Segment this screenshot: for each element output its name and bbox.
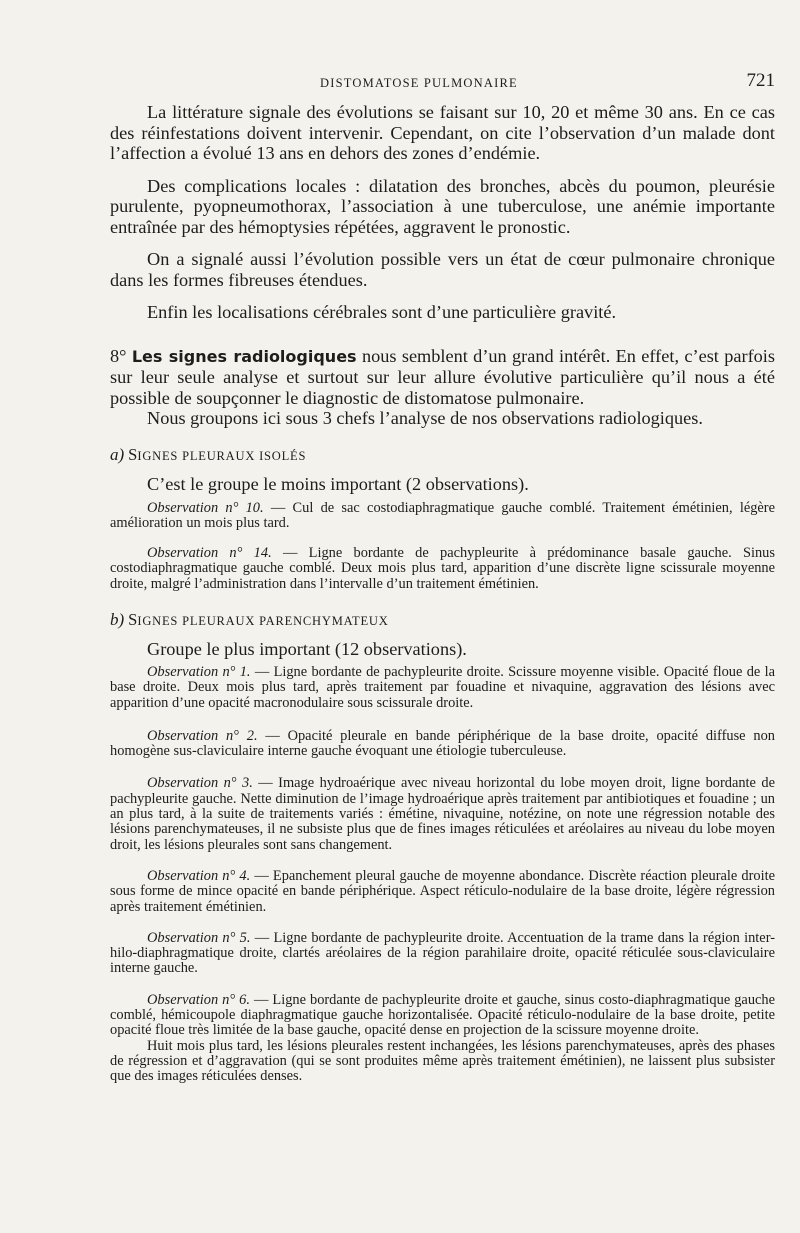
observation: Observation n° 14. — Ligne bordante de pachypleurite à prédominance basale gauche. Sinus costodiaphragmatique gauche comblé. Deux mois plus tard, apparition d’une discrète ligne scissurale moyenne droite, malgré l’administration dans l’intervalle d’un traitement émétinien. — [110, 545, 775, 592]
paragraph: Nous groupons ici sous 3 chefs l’analyse de nos observations radiologiques. — [147, 408, 703, 428]
section-b-title: b) SIGNES PLEURAUX PARENCHYMATEUX — [110, 609, 389, 629]
section-a-title: a) SIGNES PLEURAUX ISOLÉS — [110, 444, 307, 464]
paragraph: La littérature signale des évolutions se faisant sur 10, 20 et même 30 ans. En ce cas des réinfestations doivent intervenir. Cependant, on cite l’observation d’un malade dont l’affection a évolué 13 ans en dehors des zones d’endémie. — [110, 102, 775, 163]
paragraph: Enfin les localisations cérébrales sont d’une particulière gravité. — [147, 302, 617, 322]
section-number: 8° — [110, 345, 127, 366]
observation: Observation n° 4. — Epanchement pleural gauche de moyenne abondance. Discrète réaction pleurale droite sous forme de mince opacité en bande périphérique. Aspect réticulo-nodulaire de la base droite, légère régression après traitement émétinien. — [110, 867, 775, 915]
running-title: DISTOMATOSE PULMONAIRE — [320, 76, 518, 90]
paragraph-text: nous semblent d’un grand intérêt. En effet, c’est parfois sur leur seule analyse et surtout sur leur allure évolutive particulière qu’il nous a été possible de soupçonner le diagnostic de distomatose pulmonaire. — [110, 345, 776, 408]
observation: Observation n° 6. — Ligne bordante de pachypleurite droite et gauche, sinus costo-diaphragmatique gauche comblé, hémicoupole diaphragmatique gauche horizontalisée. Opacité réticulo-nodulaire de la base droite, petite opacité floue très limitée de la base gauche, opacité dense en projection de la scissure moyenne droite. — [110, 991, 775, 1039]
section-b-lead: Groupe le plus important (12 observations). — [147, 638, 467, 659]
paragraph: Des complications locales : dilatation des bronches, abcès du poumon, pleurésie purulente, pyopneumothorax, l’association à une tuberculose, une anémie importante entraînée par des hémoptysies répétées, aggravent le pronostic. — [110, 175, 775, 237]
observation: Observation n° 2. — Opacité pleurale en bande périphérique de la base droite, opacité diffuse non homogène sus-claviculaire interne gauche évoquant une étiologie tuberculeuse. — [110, 727, 775, 760]
page-number: 721 — [746, 70, 775, 91]
page — [110, 70, 775, 1085]
observation: Observation n° 1. — Ligne bordante de pachypleurite droite. Scissure moyenne visible. Opacité floue de la base droite. Deux mois plus tard, après traitement par fouadine et nivaquine, aggravation des lésions avec apparition d’une opacité macronodulaire sous scissurale droite. — [110, 663, 775, 711]
observation: Observation n° 5. — Ligne bordante de pachypleurite droite. Accentuation de la trame dans la région inter-hilo-diaphragmatique droite, clartés aréolaires de la région parahilaire droite, opacité réticulée sous-claviculaire interne gauche. — [110, 929, 775, 977]
closing-paragraph: Huit mois plus tard, les lésions pleurales restent inchangées, les lésions parenchymateuses, après des phases de régression et d’aggravation (qui se sont produites même après traitement émétinien), ne laissent plus subsister que des images réticulées denses. — [110, 1037, 775, 1085]
section-a-lead: C’est le groupe le moins important (2 observations). — [147, 473, 529, 494]
observation: Observation n° 10. — Cul de sac costodiaphragmatique gauche comblé. Traitement émétinien, légère amélioration un mois plus tard. — [110, 499, 775, 531]
page-header — [110, 70, 775, 100]
section-heading: Les signes radiologiques — [131, 346, 357, 366]
radiology-paragraph — [110, 346, 775, 409]
observation: Observation n° 3. — Image hydroaérique avec niveau horizontal du lobe moyen droit, ligne bordante de pachypleurite gauche. Nette diminution de l’image hydroaérique après traitement par antibiotiques et fouadine ; un an plus tard, à la suite de traitements variés : émétine, nivaquine, notézine, on note une régression notable des lésions parenchymateuses, il ne subsiste plus que de fines images réticulées et aréolaires au niveau du lobe moyen droit, les lésions pleurales sont sans changement. — [110, 775, 775, 853]
paragraph: On a signalé aussi l’évolution possible vers un état de cœur pulmonaire chronique dans les formes fibreuses étendues. — [110, 249, 775, 290]
